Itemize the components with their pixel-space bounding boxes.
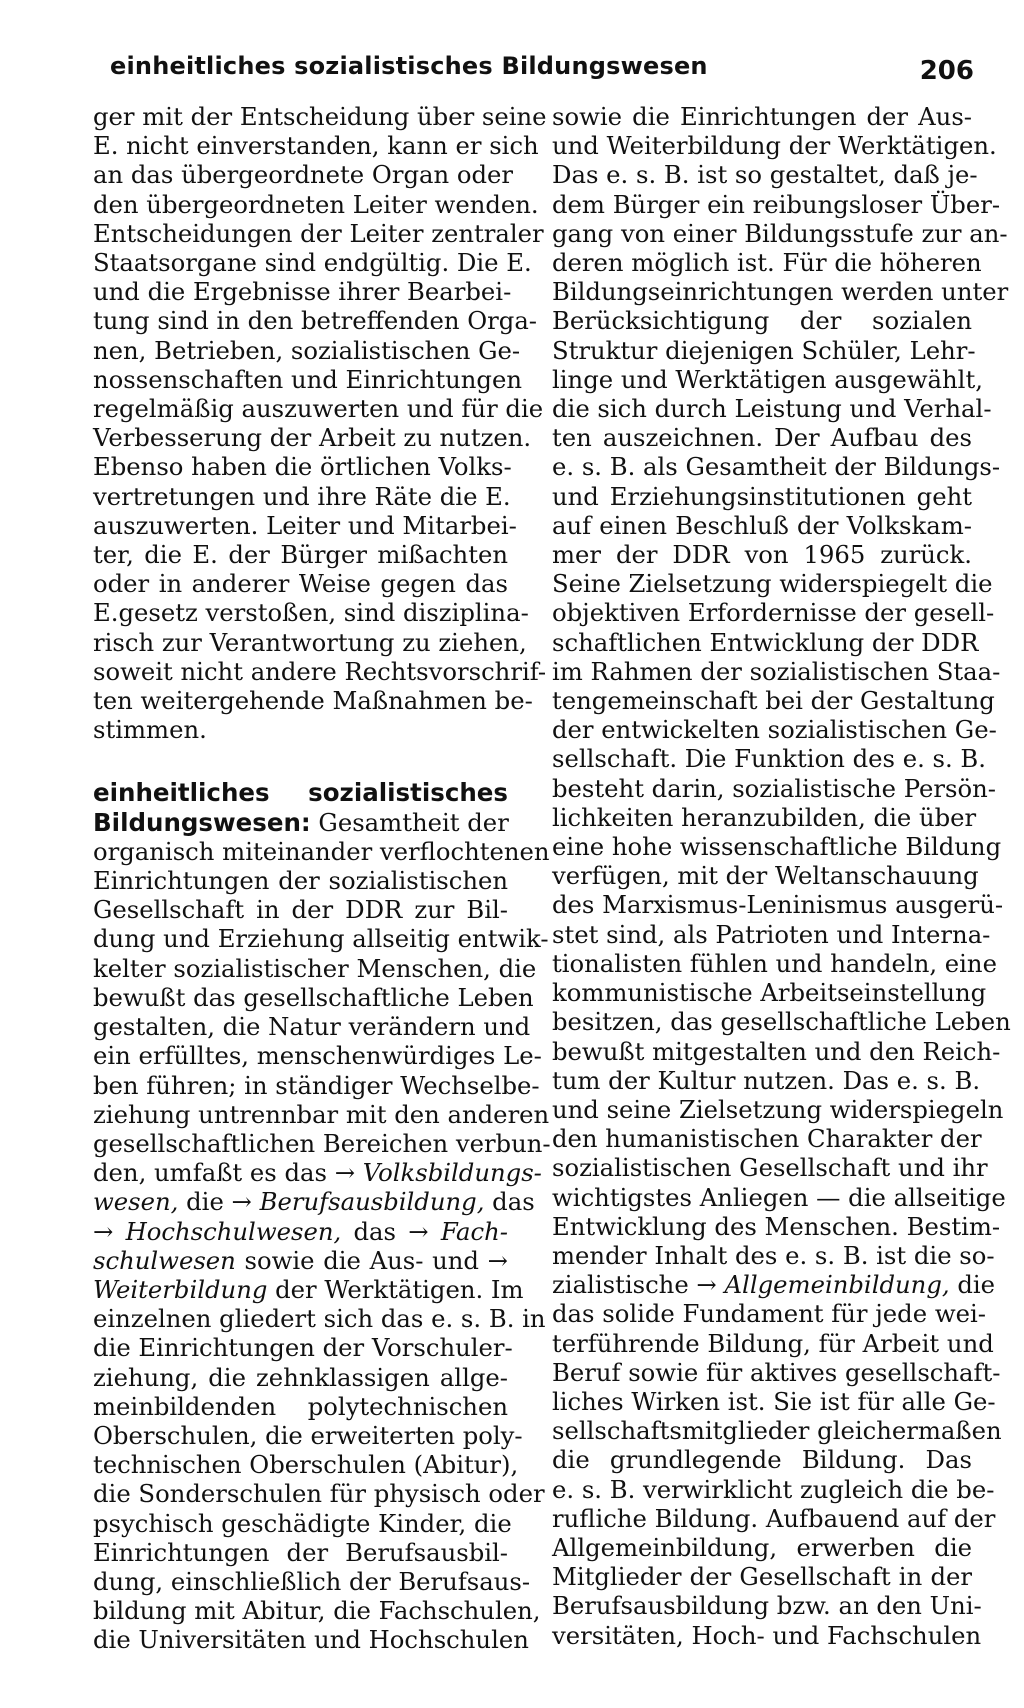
text-line: Struktur diejenigen Schüler, Lehr- — [552, 335, 976, 365]
entry-headword: einheitliches sozialistisches — [93, 778, 508, 808]
text-line: technischen Oberschulen (Abitur), — [93, 1450, 519, 1480]
text-run: zialistische → — [552, 1270, 725, 1300]
text-line: auszuwerten. Leiter und Mitarbei- — [93, 510, 517, 540]
cross-reference-fachschulwesen: Fach- — [440, 1216, 508, 1246]
text-line: sellschaft. Die Funktion des e. s. B. — [552, 744, 987, 774]
text-line — [93, 1246, 508, 1275]
text-line: ein erfülltes, menschenwürdiges Le- — [93, 1041, 542, 1071]
text-line: Staatsorgane sind endgültig. Die E. — [93, 248, 532, 278]
text-line: versitäten, Hoch- und Fachschulen — [552, 1620, 982, 1650]
text-line: des Marxismus-Leninismus ausgerü- — [552, 890, 1004, 920]
text-line: sowie die Einrichtungen der Aus- — [552, 102, 972, 131]
text-run: sowie die Aus- und → — [235, 1245, 508, 1275]
text-line: schaftlichen Entwicklung der DDR — [552, 627, 979, 657]
text-run: der Werktätigen. Im — [267, 1274, 524, 1304]
text-line: die Sonderschulen für physisch oder — [93, 1479, 545, 1509]
entry-separator — [93, 744, 508, 778]
text-line: nen, Betrieben, sozialistischen Ge- — [93, 335, 521, 365]
text-run: die → — [178, 1187, 260, 1217]
text-line: Entwicklung des Menschen. Bestim- — [552, 1211, 1001, 1241]
text-line: verfügen, mit der Weltanschauung — [552, 861, 979, 891]
text-line: bildung mit Abitur, die Fachschulen, — [93, 1596, 541, 1626]
text-line: Das e. s. B. ist so gestaltet, daß je- — [552, 160, 978, 190]
text-line: regelmäßig auszuwerten und für die — [93, 394, 544, 424]
text-line: und Erziehungsinstitutionen geht — [552, 481, 972, 511]
text-line — [93, 1274, 524, 1304]
text-line: und die Ergebnisse ihrer Bearbei- — [93, 277, 512, 307]
text-line: dem Bürger ein reibungsloser Über- — [552, 189, 1001, 219]
text-run: die — [949, 1270, 996, 1300]
text-line: nossenschaften und Einrichtungen — [93, 364, 522, 394]
text-line: vertretungen und ihre Räte die E. — [93, 481, 511, 511]
text-line: den humanistischen Charakter der — [552, 1124, 982, 1154]
entry-headword: Bildungswesen: — [93, 807, 311, 837]
text-line — [552, 1270, 996, 1300]
text-line — [93, 1187, 535, 1217]
text-line: kelter sozialistischer Menschen, die — [93, 953, 537, 983]
text-line: lichkeiten heranzubilden, die über — [552, 802, 977, 832]
text-line: deren möglich ist. Für die höheren — [552, 248, 982, 278]
text-line: die grundlegende Bildung. Das — [552, 1445, 972, 1475]
text-line: gestalten, die Natur verändern und — [93, 1012, 531, 1042]
text-line: Gesellschaft in der DDR zur Bil- — [93, 895, 508, 925]
text-line: Bildungseinrichtungen werden unter — [552, 277, 1009, 307]
right-column — [552, 102, 1011, 1650]
left-column — [93, 102, 551, 1655]
text-line: sellschaftsmitglieder gleichermaßen — [552, 1416, 1002, 1446]
text-line: mender Inhalt des e. s. B. ist die so- — [552, 1240, 995, 1270]
text-line: meinbildenden polytechnischen — [93, 1391, 508, 1421]
text-line: ten auszeichnen. Der Aufbau des — [552, 423, 972, 453]
text-line: Berücksichtigung der sozialen — [552, 306, 972, 336]
cross-reference-berufsausbildung: Berufsausbildung, — [259, 1187, 485, 1217]
text-line: liches Wirken ist. Sie ist für alle Ge- — [552, 1386, 996, 1416]
text-line: Beruf sowie für aktives gesellschaft- — [552, 1357, 1001, 1387]
text-line: eine hohe wissenschaftliche Bildung — [552, 832, 1002, 862]
text-line: objektiven Erfordernisse der gesell- — [552, 598, 995, 628]
text-line — [93, 808, 508, 837]
text-line: sozialistischen Gesellschaft und ihr — [552, 1153, 988, 1183]
text-line: die sich durch Leistung und Verhal- — [552, 394, 992, 424]
text-line: ter, die E. der Bürger mißachten — [93, 540, 508, 570]
text-line: linge und Werktätigen ausgewählt, — [552, 364, 983, 394]
text-line: auf einen Beschluß der Volkskam- — [552, 510, 972, 540]
text-line: organisch miteinander verflochtenen — [93, 836, 550, 866]
cross-reference-fachschulwesen: schulwesen — [93, 1245, 236, 1275]
text-line: ten weitergehende Maßnahmen be- — [93, 686, 533, 716]
text-line: im Rahmen der sozialistischen Staa- — [552, 656, 1001, 686]
text-line: mer der DDR von 1965 zurück. — [552, 540, 972, 570]
text-line: rufliche Bildung. Aufbauend auf der — [552, 1503, 996, 1533]
text-line: Einrichtungen der sozialistischen — [93, 866, 508, 896]
text-line: und Weiterbildung der Werktätigen. — [552, 131, 997, 161]
text-line — [93, 1158, 542, 1188]
text-line: terführende Bildung, für Arbeit und — [552, 1328, 994, 1358]
text-run: das → — [341, 1216, 441, 1246]
text-line: Allgemeinbildung, erwerben die — [552, 1532, 972, 1562]
text-line: die Einrichtungen der Vorschuler- — [93, 1333, 513, 1363]
text-run: Gesamtheit der — [310, 807, 509, 837]
text-run: den, umfaßt es das → — [93, 1158, 363, 1188]
text-line: risch zur Verantwortung zu ziehen, — [93, 627, 527, 657]
text-line: Entscheidungen der Leiter zentraler — [93, 218, 544, 248]
cross-reference-allgemeinbildung: Allgemeinbildung, — [724, 1270, 950, 1300]
text-line: den übergeordneten Leiter wenden. — [93, 189, 539, 219]
text-line: Ebenso haben die örtlichen Volks- — [93, 452, 512, 482]
text-line: oder in anderer Weise gegen das — [93, 569, 508, 599]
running-head: einheitliches sozialistisches Bildungswesen — [110, 52, 708, 80]
text-line: psychisch geschädigte Kinder, die — [93, 1508, 512, 1538]
text-line: soweit nicht andere Rechtsvorschrif- — [93, 656, 547, 686]
text-line: die Universitäten und Hochschulen — [93, 1625, 529, 1655]
cross-reference-volksbildungswesen: Volksbildungs- — [362, 1158, 542, 1188]
text-line: an das übergeordnete Organ oder — [93, 160, 514, 190]
text-line: tengemeinschaft bei der Gestaltung — [552, 686, 995, 716]
text-line: besteht darin, sozialistische Persön- — [552, 773, 996, 803]
text-line: Mitglieder der Gesellschaft in der — [552, 1562, 972, 1592]
text-line: wichtigstes Anliegen — die allseitige — [552, 1182, 1006, 1212]
text-run: → — [93, 1216, 126, 1246]
text-line: E. nicht einverstanden, kann er sich — [93, 131, 539, 161]
text-line: das solide Fundament für jede wei- — [552, 1299, 986, 1329]
text-line: Berufsausbildung bzw. an den Uni- — [552, 1591, 982, 1621]
text-line: e. s. B. als Gesamtheit der Bildungs- — [552, 452, 1001, 482]
text-line: und seine Zielsetzung widerspiegeln — [552, 1094, 1004, 1124]
text-line: kommunistische Arbeitseinstellung — [552, 978, 987, 1008]
text-line: tionalisten fühlen und handeln, eine — [552, 948, 997, 978]
entry-einheitliches-sozialistisches-bildungswesen — [93, 778, 551, 1655]
text-line: bewußt mitgestalten und den Reich- — [552, 1036, 1001, 1066]
text-line: dung, einschließlich der Berufsaus- — [93, 1566, 531, 1596]
text-line: Seine Zielsetzung widerspiegelt die — [552, 569, 993, 599]
text-line: Verbesserung der Arbeit zu nutzen. — [93, 423, 532, 453]
text-line: dung und Erziehung allseitig entwik- — [93, 924, 549, 954]
page-number: 206 — [919, 56, 974, 86]
text-line — [93, 1217, 508, 1246]
text-line: Oberschulen, die erweiterten poly- — [93, 1420, 523, 1450]
text-line: besitzen, das gesellschaftliche Leben — [552, 1007, 1011, 1037]
text-line: bewußt das gesellschaftliche Leben — [93, 982, 534, 1012]
text-line: Einrichtungen der Berufsausbil- — [93, 1537, 508, 1567]
text-line: E.gesetz verstoßen, sind disziplina- — [93, 598, 529, 628]
text-line: ziehung untrennbar mit den anderen — [93, 1099, 550, 1129]
cross-reference-weiterbildung: Weiterbildung — [93, 1274, 268, 1304]
text-line: stimmen. — [93, 715, 207, 745]
text-line: tung sind in den betreffenden Orga- — [93, 306, 538, 336]
text-line: ben führen; in ständiger Wechselbe- — [93, 1070, 540, 1100]
text-line: ger mit der Entscheidung über seine — [93, 102, 547, 131]
previous-entry-continuation — [93, 102, 547, 745]
text-line: gang von einer Bildungsstufe zur an- — [552, 218, 1008, 248]
text-run: das — [484, 1187, 535, 1217]
text-line: tum der Kultur nutzen. Das e. s. B. — [552, 1065, 981, 1095]
text-line: stet sind, als Patrioten und Interna- — [552, 919, 991, 949]
text-line: der entwickelten sozialistischen Ge- — [552, 715, 997, 745]
text-line: einzelnen gliedert sich das e. s. B. in — [93, 1304, 546, 1334]
text-line: gesellschaftlichen Bereichen verbun- — [93, 1128, 551, 1158]
text-line: e. s. B. verwirklicht zugleich die be- — [552, 1474, 995, 1504]
text-line: ziehung, die zehnklassigen allge- — [93, 1362, 508, 1392]
cross-reference-volksbildungswesen: wesen, — [93, 1187, 179, 1217]
cross-reference-hochschulwesen: Hochschulwesen, — [125, 1216, 342, 1246]
